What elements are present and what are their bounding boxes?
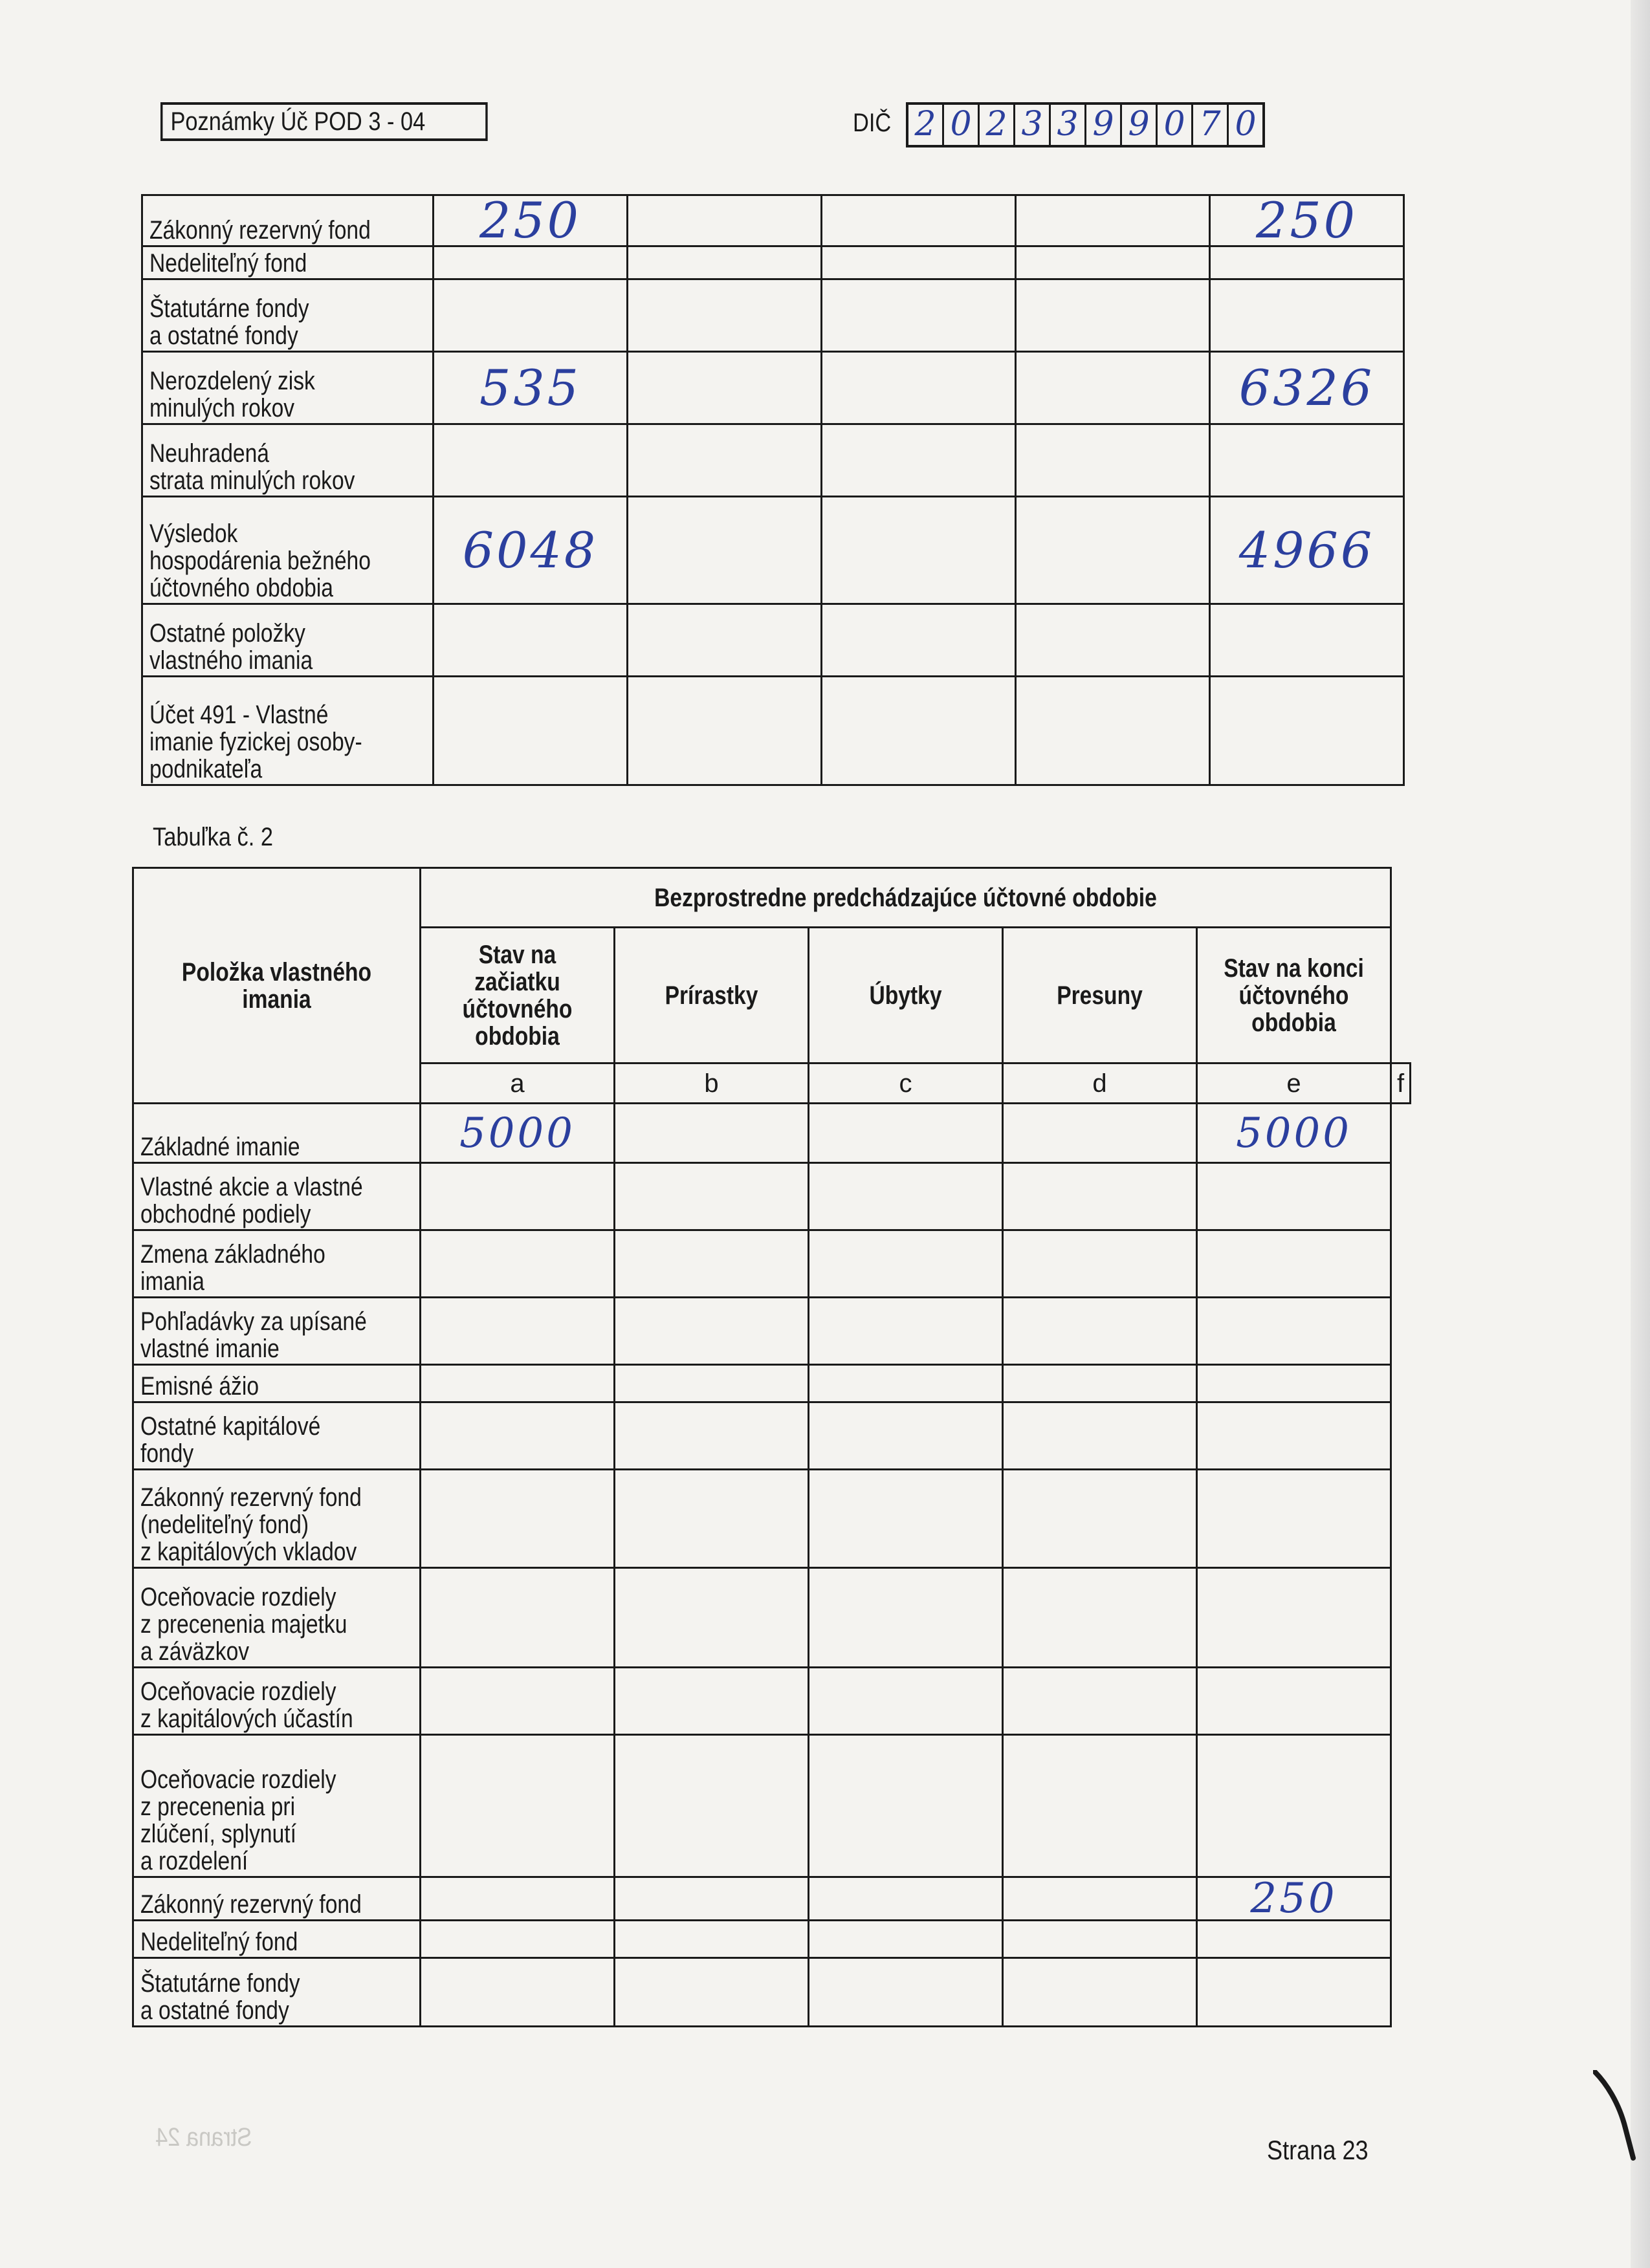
value-cell-d[interactable] xyxy=(809,1104,1003,1163)
row-label xyxy=(133,1877,421,1921)
value-cell-c[interactable] xyxy=(615,1163,809,1230)
row-label xyxy=(142,195,434,246)
value-cell-d[interactable] xyxy=(822,497,1016,604)
row-label-line: vlastné imanie xyxy=(140,1335,280,1363)
row-label-line: z kapitálových účastín xyxy=(140,1705,353,1733)
handwritten-value: 4966 xyxy=(1238,521,1375,579)
row-label-line: z precenenia pri xyxy=(140,1793,296,1821)
value-cell-e[interactable] xyxy=(1003,1958,1197,2027)
value-cell-e[interactable] xyxy=(1003,1568,1197,1668)
value-cell-c[interactable] xyxy=(628,424,822,497)
column-header xyxy=(1003,928,1197,1063)
value-cell-f[interactable] xyxy=(1197,1104,1391,1163)
column-header xyxy=(615,928,809,1063)
dic-digit-box[interactable]: 0 xyxy=(1158,105,1193,145)
value-cell-f[interactable] xyxy=(1197,1298,1391,1365)
dic-label: DIČ xyxy=(853,109,892,137)
value-cell-d[interactable] xyxy=(809,1958,1003,2027)
handwritten-value: 6048 xyxy=(462,521,599,579)
value-cell-c[interactable] xyxy=(615,1735,809,1877)
item-header-line2: imania xyxy=(242,985,311,1014)
value-cell-f[interactable] xyxy=(1197,1365,1391,1402)
row-label xyxy=(133,1163,421,1230)
value-cell-d[interactable] xyxy=(822,279,1016,352)
table-row xyxy=(133,1877,1411,1921)
table-row xyxy=(133,1104,1411,1163)
value-cell-e[interactable] xyxy=(1016,195,1210,246)
value-cell-d[interactable] xyxy=(809,1365,1003,1402)
value-cell-b[interactable] xyxy=(434,424,628,497)
value-cell-f[interactable] xyxy=(1197,1163,1391,1230)
row-label xyxy=(133,1921,421,1958)
value-cell-e[interactable] xyxy=(1016,424,1210,497)
equity-table-previous xyxy=(132,867,1411,2027)
row-label xyxy=(133,1365,421,1402)
row-label xyxy=(142,497,434,604)
row-label-line: Zmena základného xyxy=(140,1240,325,1269)
table-row xyxy=(133,1298,1411,1365)
row-label-line: zlúčení, splynutí xyxy=(140,1820,296,1848)
table-row xyxy=(133,1958,1411,2027)
row-label-line: a rozdelení xyxy=(140,1847,248,1875)
page-edge xyxy=(1631,0,1650,2268)
table-row xyxy=(133,1470,1411,1568)
column-header-line: účtovného xyxy=(1238,981,1349,1010)
handwritten-value: 250 xyxy=(1250,1877,1337,1921)
column-header-line: účtovného xyxy=(462,994,573,1023)
value-cell-e[interactable] xyxy=(1003,1163,1197,1230)
row-label-line: Zákonný rezervný fond xyxy=(140,1890,362,1919)
row-label-line: strata minulých rokov xyxy=(149,466,355,495)
dic-boxes[interactable] xyxy=(906,102,1265,147)
value-cell-d[interactable] xyxy=(809,1735,1003,1877)
column-header-line: Úbytky xyxy=(869,981,942,1010)
value-cell-f[interactable] xyxy=(1197,1568,1391,1668)
row-label-line: Vlastné akcie a vlastné xyxy=(140,1173,363,1201)
row-label-line: hospodárenia bežného xyxy=(149,547,371,575)
value-cell-d[interactable] xyxy=(809,1163,1003,1230)
column-letter: f xyxy=(1391,1063,1411,1104)
column-letter: c xyxy=(809,1063,1003,1104)
value-cell-c[interactable] xyxy=(615,1921,809,1958)
row-label xyxy=(133,1298,421,1365)
row-label xyxy=(133,1104,421,1163)
value-cell-c[interactable] xyxy=(615,1470,809,1568)
value-cell-c[interactable] xyxy=(628,195,822,246)
value-cell-f[interactable] xyxy=(1197,1470,1391,1568)
value-cell-b[interactable] xyxy=(434,497,628,604)
value-cell-b[interactable] xyxy=(421,1668,615,1735)
value-cell-f[interactable] xyxy=(1210,246,1404,279)
value-cell-b[interactable] xyxy=(434,195,628,246)
handwritten-value: 250 xyxy=(1255,195,1358,246)
row-label xyxy=(142,246,434,279)
handwritten-value: 5000 xyxy=(1236,1109,1352,1157)
table-row xyxy=(133,1668,1411,1735)
row-label xyxy=(142,279,434,352)
value-cell-c[interactable] xyxy=(615,1104,809,1163)
value-cell-e[interactable] xyxy=(1016,677,1210,785)
value-cell-b[interactable] xyxy=(421,1958,615,2027)
row-label-line: Zákonný rezervný fond xyxy=(149,216,371,245)
row-label-line: fondy xyxy=(140,1439,194,1468)
value-cell-d[interactable] xyxy=(822,195,1016,246)
row-label-line: imania xyxy=(140,1267,204,1296)
table-row xyxy=(133,1365,1411,1402)
value-cell-c[interactable] xyxy=(628,246,822,279)
value-cell-e[interactable] xyxy=(1003,1402,1197,1470)
row-label xyxy=(133,1668,421,1735)
value-cell-e[interactable] xyxy=(1003,1298,1197,1365)
value-cell-f[interactable] xyxy=(1197,1668,1391,1735)
table-row xyxy=(133,1163,1411,1230)
value-cell-d[interactable] xyxy=(809,1568,1003,1668)
table-row xyxy=(142,604,1404,677)
value-cell-f[interactable] xyxy=(1197,1230,1391,1298)
column-letter: e xyxy=(1197,1063,1391,1104)
value-cell-b[interactable] xyxy=(421,1230,615,1298)
value-cell-b[interactable] xyxy=(434,279,628,352)
value-cell-b[interactable] xyxy=(421,1470,615,1568)
row-label-line: Účet 491 - Vlastné xyxy=(149,701,329,729)
value-cell-d[interactable] xyxy=(822,424,1016,497)
value-cell-b[interactable] xyxy=(421,1735,615,1877)
row-label-line: z precenenia majetku xyxy=(140,1610,347,1639)
value-cell-c[interactable] xyxy=(615,1402,809,1470)
value-cell-d[interactable] xyxy=(822,677,1016,785)
row-label xyxy=(142,424,434,497)
row-label-line: Štatutárne fondy xyxy=(149,294,309,323)
column-header xyxy=(809,928,1003,1063)
row-label xyxy=(133,1568,421,1668)
row-label-line: Nedeliteľný fond xyxy=(140,1928,298,1956)
value-cell-f[interactable] xyxy=(1210,195,1404,246)
value-cell-d[interactable] xyxy=(809,1230,1003,1298)
handwritten-value: 250 xyxy=(479,195,582,246)
row-label-line: Emisné ážio xyxy=(140,1372,259,1401)
column-header-line: Presuny xyxy=(1057,981,1143,1010)
value-cell-c[interactable] xyxy=(615,1668,809,1735)
row-label xyxy=(142,677,434,785)
value-cell-f[interactable] xyxy=(1197,1877,1391,1921)
value-cell-f[interactable] xyxy=(1197,1958,1391,2027)
dic-digit-box[interactable]: 9 xyxy=(1122,105,1158,145)
dic-digit-box[interactable]: 2 xyxy=(908,105,944,145)
column-header-line: obdobia xyxy=(1251,1008,1336,1037)
row-label-line: Základné imanie xyxy=(140,1133,300,1161)
value-cell-d[interactable] xyxy=(809,1877,1003,1921)
pen-mark-icon xyxy=(1593,2070,1638,2161)
table-row xyxy=(142,497,1404,604)
value-cell-b[interactable] xyxy=(434,352,628,424)
value-cell-e[interactable] xyxy=(1016,604,1210,677)
row-label-line: vlastného imania xyxy=(149,646,313,675)
row-label xyxy=(133,1230,421,1298)
value-cell-e[interactable] xyxy=(1003,1365,1197,1402)
table-row xyxy=(133,1402,1411,1470)
value-cell-b[interactable] xyxy=(421,1568,615,1668)
value-cell-f[interactable] xyxy=(1210,604,1404,677)
value-cell-f[interactable] xyxy=(1210,497,1404,604)
table-row xyxy=(142,279,1404,352)
form-label-box xyxy=(160,102,488,141)
column-header-line: Prírastky xyxy=(665,981,758,1010)
row-label-line: minulých rokov xyxy=(149,394,295,422)
dic-digit-box[interactable]: 7 xyxy=(1193,105,1229,145)
row-label-line: a záväzkov xyxy=(140,1637,250,1666)
value-cell-c[interactable] xyxy=(615,1298,809,1365)
value-cell-f[interactable] xyxy=(1210,352,1404,424)
page-number: Strana 23 xyxy=(1267,2135,1369,2165)
table-row xyxy=(133,1921,1411,1958)
row-label-line: Nerozdelený zisk xyxy=(149,367,315,395)
row-label-line: účtovného obdobia xyxy=(149,574,333,602)
value-cell-c[interactable] xyxy=(628,352,822,424)
row-label xyxy=(133,1958,421,2027)
value-cell-b[interactable] xyxy=(434,604,628,677)
value-cell-c[interactable] xyxy=(615,1958,809,2027)
row-label-line: Ostatné položky xyxy=(149,619,305,648)
value-cell-b[interactable] xyxy=(421,1921,615,1958)
handwritten-value: 5000 xyxy=(459,1109,575,1157)
value-cell-f[interactable] xyxy=(1197,1402,1391,1470)
handwritten-value: 535 xyxy=(479,358,582,417)
value-cell-b[interactable] xyxy=(434,246,628,279)
table-row xyxy=(133,1568,1411,1668)
column-header xyxy=(1197,928,1391,1063)
value-cell-c[interactable] xyxy=(615,1230,809,1298)
value-cell-b[interactable] xyxy=(421,1402,615,1470)
value-cell-d[interactable] xyxy=(809,1298,1003,1365)
value-cell-d[interactable] xyxy=(822,246,1016,279)
item-header-cell xyxy=(133,868,421,1104)
value-cell-d[interactable] xyxy=(809,1921,1003,1958)
row-label-line: Oceňovacie rozdiely xyxy=(140,1765,336,1794)
column-header-line: Stav na xyxy=(478,940,556,969)
dic-digit-box[interactable]: 9 xyxy=(1086,105,1122,145)
table-row xyxy=(142,677,1404,785)
value-cell-e[interactable] xyxy=(1003,1735,1197,1877)
dic-digit-box[interactable]: 3 xyxy=(1051,105,1086,145)
dic-digit-box[interactable]: 0 xyxy=(944,105,980,145)
value-cell-e[interactable] xyxy=(1003,1470,1197,1568)
bleed-through-text: Strana 24 xyxy=(155,2123,252,2152)
value-cell-d[interactable] xyxy=(822,604,1016,677)
column-header-line: obdobia xyxy=(475,1021,560,1051)
value-cell-c[interactable] xyxy=(615,1568,809,1668)
dic-digit-box[interactable]: 0 xyxy=(1235,105,1257,144)
value-cell-f[interactable] xyxy=(1197,1921,1391,1958)
value-cell-e[interactable] xyxy=(1003,1230,1197,1298)
row-label xyxy=(142,604,434,677)
value-cell-e[interactable] xyxy=(1016,352,1210,424)
row-label-line: z kapitálových vkladov xyxy=(140,1538,357,1566)
row-label xyxy=(142,352,434,424)
value-cell-d[interactable] xyxy=(822,352,1016,424)
value-cell-f[interactable] xyxy=(1210,424,1404,497)
column-header-line: Stav na konci xyxy=(1224,954,1364,983)
period-header: Bezprostredne predchádzajúce účtovné obdobie xyxy=(421,868,1391,928)
value-cell-b[interactable] xyxy=(421,1104,615,1163)
row-label-line: (nedeliteľný fond) xyxy=(140,1510,309,1539)
form-label: Poznámky Úč POD 3 - 04 xyxy=(170,107,426,136)
value-cell-d[interactable] xyxy=(809,1402,1003,1470)
value-cell-b[interactable] xyxy=(421,1163,615,1230)
table-row xyxy=(142,352,1404,424)
value-cell-f[interactable] xyxy=(1197,1735,1391,1877)
table-row xyxy=(133,1230,1411,1298)
column-header-line: začiatku xyxy=(474,967,560,996)
row-label xyxy=(133,1735,421,1877)
row-label-line: Výsledok xyxy=(149,519,238,548)
row-label-line: imanie fyzickej osoby- xyxy=(149,728,362,756)
row-label-line: Oceňovacie rozdiely xyxy=(140,1677,336,1706)
row-label xyxy=(133,1470,421,1568)
table-row xyxy=(133,1735,1411,1877)
handwritten-value: 6326 xyxy=(1238,358,1375,417)
value-cell-c[interactable] xyxy=(628,677,822,785)
value-cell-e[interactable] xyxy=(1016,279,1210,352)
row-label-line: Nedeliteľný fond xyxy=(149,249,307,278)
column-header xyxy=(421,928,615,1063)
row-label-line: a ostatné fondy xyxy=(140,1996,289,2025)
value-cell-d[interactable] xyxy=(809,1668,1003,1735)
value-cell-e[interactable] xyxy=(1003,1877,1197,1921)
value-cell-e[interactable] xyxy=(1016,497,1210,604)
value-cell-b[interactable] xyxy=(434,677,628,785)
table-row xyxy=(142,424,1404,497)
value-cell-b[interactable] xyxy=(421,1298,615,1365)
table2-caption: Tabuľka č. 2 xyxy=(153,823,273,851)
column-letter: a xyxy=(421,1063,615,1104)
value-cell-c[interactable] xyxy=(628,279,822,352)
row-label-line: Oceňovacie rozdiely xyxy=(140,1583,336,1611)
value-cell-c[interactable] xyxy=(628,497,822,604)
value-cell-b[interactable] xyxy=(421,1877,615,1921)
row-label-line: Ostatné kapitálové xyxy=(140,1412,321,1441)
table-row xyxy=(142,195,1404,246)
row-label-line: Zákonný rezervný fond xyxy=(140,1483,362,1512)
column-letter: d xyxy=(1003,1063,1197,1104)
value-cell-f[interactable] xyxy=(1210,677,1404,785)
value-cell-f[interactable] xyxy=(1210,279,1404,352)
value-cell-c[interactable] xyxy=(628,604,822,677)
column-letter: b xyxy=(615,1063,809,1104)
value-cell-b[interactable] xyxy=(421,1365,615,1402)
row-label-line: obchodné podiely xyxy=(140,1200,311,1228)
row-label-line: podnikateľa xyxy=(149,755,263,783)
equity-table-current xyxy=(141,194,1405,786)
value-cell-c[interactable] xyxy=(615,1877,809,1921)
row-label xyxy=(133,1402,421,1470)
value-cell-e[interactable] xyxy=(1003,1104,1197,1163)
dic-digit-box[interactable]: 3 xyxy=(1015,105,1051,145)
value-cell-d[interactable] xyxy=(809,1470,1003,1568)
dic-digit-box[interactable]: 2 xyxy=(980,105,1015,145)
row-label-line: Štatutárne fondy xyxy=(140,1969,300,1998)
row-label-line: a ostatné fondy xyxy=(149,322,298,350)
table-row xyxy=(142,246,1404,279)
row-label-line: Pohľadávky za upísané xyxy=(140,1307,367,1336)
value-cell-e[interactable] xyxy=(1003,1668,1197,1735)
item-header-line1: Položka vlastného xyxy=(181,957,372,987)
value-cell-e[interactable] xyxy=(1016,246,1210,279)
value-cell-e[interactable] xyxy=(1003,1921,1197,1958)
row-label-line: Neuhradená xyxy=(149,439,269,468)
value-cell-c[interactable] xyxy=(615,1365,809,1402)
